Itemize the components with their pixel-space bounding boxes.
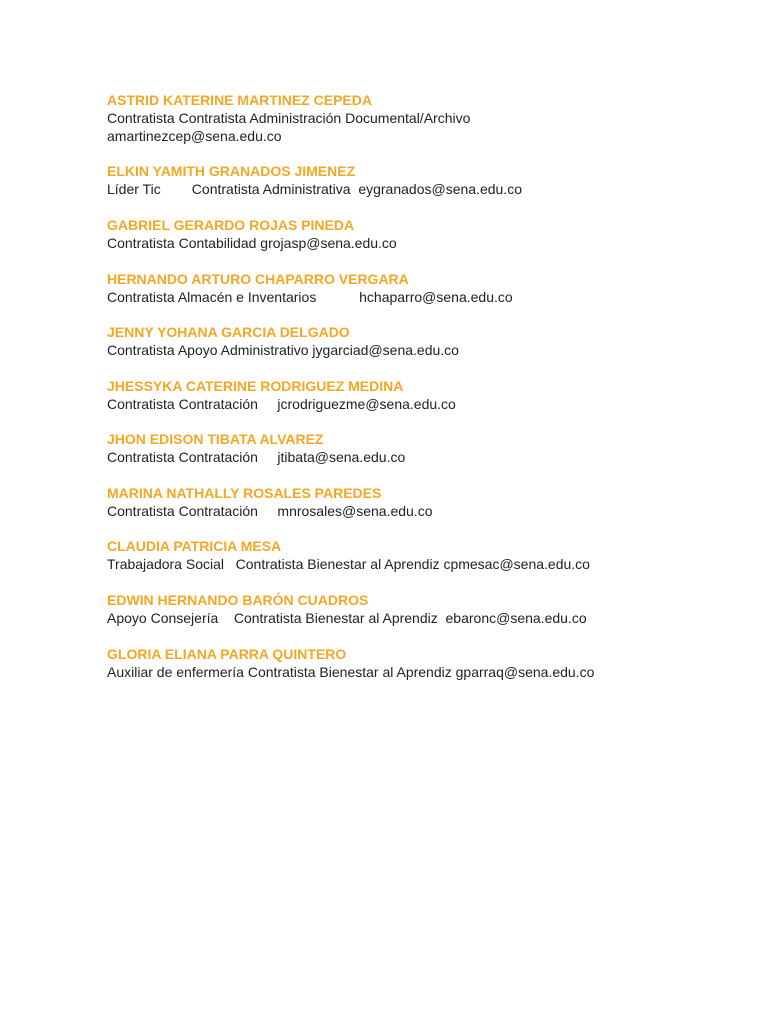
contact-name: EDWIN HERNANDO BARÓN CUADROS — [107, 592, 369, 608]
contact-role-email: Líder Tic Contratista Administrativa eygranados@sena.edu.co — [107, 181, 522, 197]
contact-name: JHON EDISON TIBATA ALVAREZ — [107, 431, 324, 447]
contact-name: MARINA NATHALLY ROSALES PAREDES — [107, 485, 382, 501]
contact-entry-jhon — [107, 430, 727, 466]
contact-entry-edwin — [107, 591, 727, 627]
contact-entry-gloria — [107, 645, 727, 681]
contact-name: HERNANDO ARTURO CHAPARRO VERGARA — [107, 271, 409, 287]
contact-name: GLORIA ELIANA PARRA QUINTERO — [107, 646, 347, 662]
contact-entry-elkin — [107, 162, 727, 198]
contact-name: ASTRID KATERINE MARTINEZ CEPEDA — [107, 92, 372, 108]
contact-email: amartinezcep@sena.edu.co — [107, 128, 282, 144]
contact-entry-jhessyka — [107, 377, 727, 413]
contact-role-email: Apoyo Consejería Contratista Bienestar al Aprendiz ebaronc@sena.edu.co — [107, 610, 587, 626]
contact-name: GABRIEL GERARDO ROJAS PINEDA — [107, 217, 355, 233]
contact-role-email: Auxiliar de enfermería Contratista Bienestar al Aprendiz gparraq@sena.edu.co — [107, 664, 595, 680]
contact-entry-astrid — [107, 91, 727, 145]
contact-name: CLAUDIA PATRICIA MESA — [107, 538, 282, 554]
contact-role-email: Contratista Contratación jcrodriguezme@sena.edu.co — [107, 396, 456, 412]
contact-name: JENNY YOHANA GARCIA DELGADO — [107, 324, 350, 340]
contact-role-email: Contratista Almacén e Inventarios hchaparro@sena.edu.co — [107, 289, 513, 305]
contact-entry-jenny — [107, 323, 727, 359]
contact-entry-marina — [107, 484, 727, 520]
contact-entry-hernando — [107, 270, 727, 306]
contact-role-email: Contratista Contratación mnrosales@sena.edu.co — [107, 503, 433, 519]
contact-role-email: Contratista Contratación jtibata@sena.edu.co — [107, 449, 406, 465]
contact-role-email: Trabajadora Social Contratista Bienestar al Aprendiz cpmesac@sena.edu.co — [107, 556, 590, 572]
contact-entry-gabriel — [107, 216, 727, 252]
contact-role-email: Contratista Contabilidad grojasp@sena.edu.co — [107, 235, 397, 251]
contact-entry-claudia — [107, 537, 727, 573]
contact-name: JHESSYKA CATERINE RODRIGUEZ MEDINA — [107, 378, 404, 394]
contact-role: Contratista Contratista Administración Documental/Archivo — [107, 110, 471, 126]
contact-role-email: Contratista Apoyo Administrativo jygarciad@sena.edu.co — [107, 342, 459, 358]
contact-name: ELKIN YAMITH GRANADOS JIMENEZ — [107, 163, 356, 179]
